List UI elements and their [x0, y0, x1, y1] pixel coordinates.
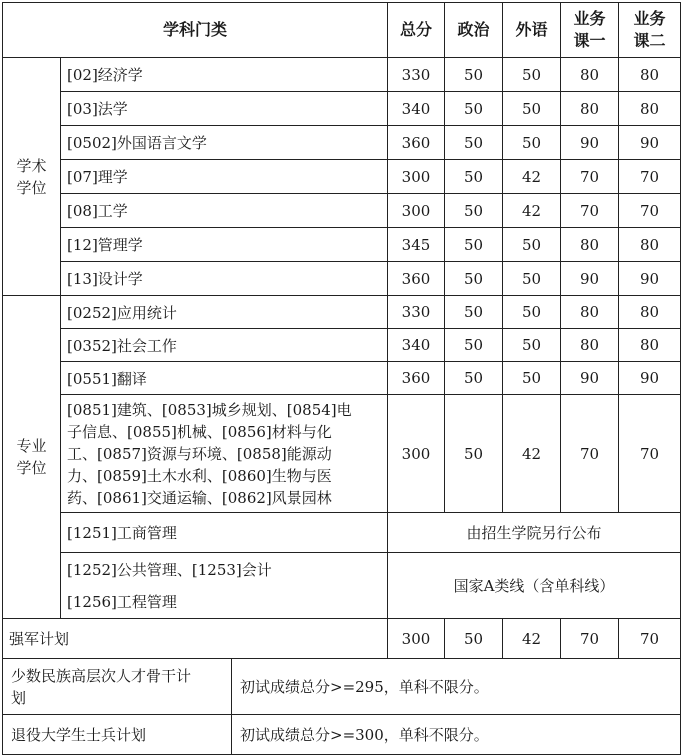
course2-score: 80 [619, 228, 681, 262]
total-score: 300 [388, 619, 445, 659]
total-score: 360 [388, 262, 445, 296]
engineering-subjects: [0851]建筑、[0853]城乡规划、[0854]电 子信息、[0855]机械、[0856]材料与化 工、[0857]资源与环境、[0858]能源动 力、[0859]土木水利、[0860]生物与医 药、[0861]交通运输、[0862]风景园林 [61, 395, 388, 513]
table-row [3, 395, 681, 513]
politics-score: 50 [445, 160, 503, 194]
subject-name: [12]管理学 [61, 228, 388, 262]
table-row [3, 262, 681, 296]
total-score: 340 [388, 92, 445, 126]
course1-score: 70 [561, 619, 619, 659]
politics-score: 50 [445, 92, 503, 126]
table-row [3, 194, 681, 228]
foreign-score: 50 [503, 92, 561, 126]
foreign-score: 42 [503, 395, 561, 513]
politics-score: 50 [445, 58, 503, 92]
total-score: 330 [388, 296, 445, 329]
academic-degree-label: 学术 学位 [3, 58, 61, 296]
foreign-score: 42 [503, 160, 561, 194]
foreign-score: 50 [503, 329, 561, 362]
course2-score: 90 [619, 262, 681, 296]
course1-score: 80 [561, 58, 619, 92]
foreign-score: 50 [503, 362, 561, 395]
public-management-subjects: [1252]公共管理、[1253]会计 [1256]工程管理 [61, 553, 388, 619]
foreign-score: 42 [503, 194, 561, 228]
course2-score: 80 [619, 92, 681, 126]
course2-score: 70 [619, 194, 681, 228]
foreign-score: 50 [503, 262, 561, 296]
subject-name: [03]法学 [61, 92, 388, 126]
course2-score: 80 [619, 58, 681, 92]
course1-score: 80 [561, 329, 619, 362]
subject-name: [0352]社会工作 [61, 329, 388, 362]
foreign-score: 42 [503, 619, 561, 659]
politics-score: 50 [445, 126, 503, 160]
table-row [3, 715, 681, 755]
veteran-plan-label: 退役大学生士兵计划 [3, 715, 232, 755]
total-score: 300 [388, 194, 445, 228]
politics-score: 50 [445, 362, 503, 395]
header-category: 学科门类 [3, 3, 388, 58]
subject-name: [02]经济学 [61, 58, 388, 92]
table-row [3, 92, 681, 126]
course1-score: 80 [561, 296, 619, 329]
subject-name: [0551]翻译 [61, 362, 388, 395]
course1-score: 90 [561, 362, 619, 395]
score-table [2, 2, 681, 755]
subject-name: [0252]应用统计 [61, 296, 388, 329]
total-score: 300 [388, 160, 445, 194]
course1-score: 70 [561, 395, 619, 513]
table-row [3, 160, 681, 194]
total-score: 300 [388, 395, 445, 513]
course2-score: 80 [619, 296, 681, 329]
course1-score: 70 [561, 194, 619, 228]
header-course1: 业务 课一 [561, 3, 619, 58]
course1-score: 70 [561, 160, 619, 194]
politics-score: 50 [445, 194, 503, 228]
course2-score: 90 [619, 126, 681, 160]
subject-name: [1251]工商管理 [61, 513, 388, 553]
course2-score: 80 [619, 329, 681, 362]
foreign-score: 50 [503, 58, 561, 92]
total-score: 360 [388, 126, 445, 160]
minority-plan-note: 初试成绩总分>=295，单科不限分。 [232, 659, 681, 715]
national-line-note: 国家A类线（含单科线） [388, 553, 681, 619]
total-score: 360 [388, 362, 445, 395]
politics-score: 50 [445, 262, 503, 296]
politics-score: 50 [445, 329, 503, 362]
table-row [3, 659, 681, 715]
subject-name: [07]理学 [61, 160, 388, 194]
course1-score: 90 [561, 262, 619, 296]
politics-score: 50 [445, 296, 503, 329]
mba-note: 由招生学院另行公布 [388, 513, 681, 553]
subject-name: [0502]外国语言文学 [61, 126, 388, 160]
course2-score: 90 [619, 362, 681, 395]
foreign-score: 50 [503, 126, 561, 160]
politics-score: 50 [445, 395, 503, 513]
veteran-plan-note: 初试成绩总分>=300，单科不限分。 [232, 715, 681, 755]
table-row [3, 619, 681, 659]
table-row [3, 553, 681, 619]
course1-score: 80 [561, 228, 619, 262]
total-score: 345 [388, 228, 445, 262]
total-score: 330 [388, 58, 445, 92]
course2-score: 70 [619, 395, 681, 513]
header-row [3, 3, 681, 58]
header-total: 总分 [388, 3, 445, 58]
subject-name: [13]设计学 [61, 262, 388, 296]
table-row [3, 329, 681, 362]
course1-score: 90 [561, 126, 619, 160]
table-row [3, 296, 681, 329]
foreign-score: 50 [503, 228, 561, 262]
table-row [3, 126, 681, 160]
professional-degree-label: 专业 学位 [3, 296, 61, 619]
table-row [3, 228, 681, 262]
header-foreign: 外语 [503, 3, 561, 58]
total-score: 340 [388, 329, 445, 362]
course2-score: 70 [619, 160, 681, 194]
subject-name: [08]工学 [61, 194, 388, 228]
header-politics: 政治 [445, 3, 503, 58]
minority-plan-label: 少数民族高层次人才骨干计 划 [3, 659, 232, 715]
foreign-score: 50 [503, 296, 561, 329]
politics-score: 50 [445, 619, 503, 659]
table-row [3, 513, 681, 553]
header-course2: 业务 课二 [619, 3, 681, 58]
course2-score: 70 [619, 619, 681, 659]
table-row [3, 362, 681, 395]
table-row [3, 58, 681, 92]
politics-score: 50 [445, 228, 503, 262]
course1-score: 80 [561, 92, 619, 126]
army-plan-label: 强军计划 [3, 619, 388, 659]
